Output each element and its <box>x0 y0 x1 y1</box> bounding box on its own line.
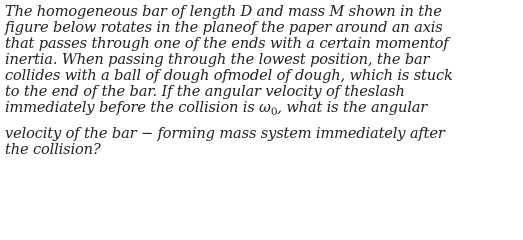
problem-line-6: to the end of the bar. If the angular velocity of theslash <box>5 83 405 100</box>
problem-line-4: inertia. When passing through the lowest position, the bar <box>5 51 430 68</box>
omega-symbol: ω <box>259 99 271 116</box>
problem-line-1: The homogeneous bar of length D and mass M shown in the <box>5 3 442 20</box>
problem-line-7-end: , what is the angular <box>277 99 428 116</box>
problem-statement <box>5 4 521 158</box>
problem-line-8: velocity of the bar − forming mass system immediately after <box>5 125 445 142</box>
problem-line-5: collides with a ball of dough ofmodel of dough, which is stuck <box>5 67 453 84</box>
problem-line-2: figure below rotates in the planeof the paper around an axis <box>5 19 443 36</box>
problem-line-9: the collision? <box>5 141 101 158</box>
problem-line-7 <box>5 100 521 116</box>
problem-line-7-start: immediately before the collision is <box>5 99 260 116</box>
problem-line-3: that passes through one of the ends with a certain momentof <box>5 35 449 52</box>
omega-subscript: 0 <box>270 106 278 118</box>
